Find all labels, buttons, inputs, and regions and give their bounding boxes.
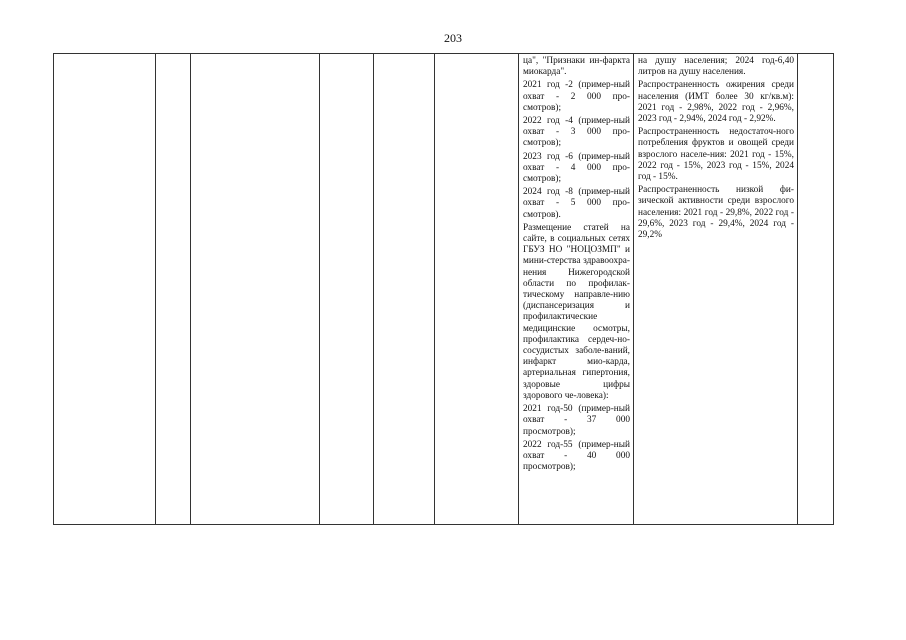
indicators-text-line: Распространенность низкой фи-зической активности среди взрослого населения: 2021 год - 29,8%, 2022 год - 29,6%, 2023 год - 29,4%, 2024 год - 29,2% — [638, 185, 794, 241]
events-text-line: 2024 год -8 (пример-ный охват - 5 000 про-смотров). — [523, 187, 630, 220]
indicators-text-line: на душу населения; 2024 год-6,40 литров на душу населения. — [638, 56, 794, 78]
events-text-line: 2021 год-50 (пример-ный охват - 37 000 просмотров); — [523, 404, 630, 437]
indicators-text-line: Распространенность недостаточ-ного потребления фруктов и овощей среди взрослого населе-ния: 2021 год - 15%, 2022 год - 15%, 2023 год - 15%, 2024 год - 15%. — [638, 127, 794, 183]
page-number: 203 — [444, 31, 462, 45]
table-cell-events — [519, 54, 634, 525]
document-table — [53, 53, 834, 525]
events-text-line: 2023 год -6 (пример-ный охват - 4 000 про-смотров); — [523, 151, 630, 185]
table-cell-5 — [374, 54, 435, 525]
table-cell-indicators — [634, 54, 798, 525]
events-text-line: Размещение статей на сайте, в социальных сетях ГБУЗ НО "НОЦОЗМП" и мини-стерства здравоохра-нения Нижегородской области по профилак-тическому направле-нию (диспансеризация и профилактические медицинские осмотры, профилактика сердеч-но-сосудистых заболе-ваний, инфаркт мио-карда, артериальная гипертония, здоровые цифры здорового че-ловека): — [523, 222, 630, 401]
events-text-line: 2021 год -2 (пример-ный охват - 2 000 про-смотров); — [523, 80, 630, 113]
table-cell-6 — [435, 54, 519, 525]
table-cell-3 — [191, 54, 320, 525]
table-cell-1 — [54, 54, 156, 525]
events-text-line: 2022 год-55 (пример-ный охват - 40 000 просмотров); — [523, 439, 630, 473]
table-row — [54, 54, 834, 525]
events-text-line: 2022 год -4 (пример-ный охват - 3 000 про-смотров); — [523, 116, 630, 149]
table-cell-2 — [156, 54, 191, 525]
events-text-line: ца", "Признаки ин-фаркта миокарда". — [523, 56, 630, 78]
indicators-text-line: Распространенность ожирения среди населения (ИМТ более 30 кг/кв.м): 2021 год - 2,98%, 2022 год - 2,96%, 2023 год - 2,94%, 2024 год - 2,92%. — [638, 80, 794, 125]
table-cell-4 — [320, 54, 374, 525]
table-cell-9 — [798, 54, 834, 525]
